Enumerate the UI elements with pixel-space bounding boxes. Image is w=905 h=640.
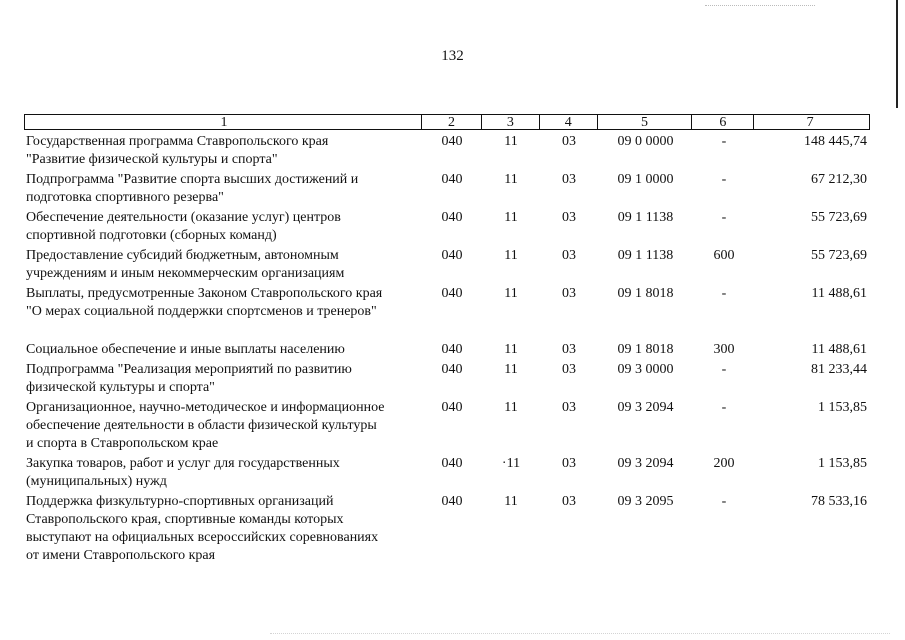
amount-cell: 55 723,69 — [811, 248, 867, 263]
item-name-line: Обеспечение деятельности (оказание услуг) центров — [26, 210, 341, 225]
item-name-cell — [24, 247, 422, 283]
expense-type-cell: - — [721, 134, 727, 149]
target-article-cell: 09 1 8018 — [617, 286, 674, 301]
subsection-cell: 03 — [562, 172, 576, 187]
table-row — [24, 341, 870, 359]
target-article-cell: 09 0 0000 — [617, 134, 674, 149]
expense-type-cell: 600 — [713, 248, 735, 263]
budget-code-cell: 040 — [441, 210, 463, 225]
header-col-5: 5 — [598, 115, 693, 129]
target-article-cell: 09 3 2094 — [617, 456, 674, 471]
item-name-line: Поддержка физкультурно-спортивных организаций — [26, 494, 334, 509]
item-name-line: и спорта в Ставропольском крае — [26, 436, 219, 451]
header-col-3: 3 — [482, 115, 540, 129]
item-name-line: учреждениям и иным некоммерческим организациям — [26, 266, 345, 281]
item-name-cell — [24, 399, 422, 453]
table-row — [24, 247, 870, 283]
table-row — [24, 209, 870, 245]
header-col-4: 4 — [540, 115, 598, 129]
target-article-cell: 09 1 0000 — [617, 172, 674, 187]
target-article-cell: 09 3 2094 — [617, 400, 674, 415]
amount-cell: 11 488,61 — [811, 286, 867, 301]
item-name-line: Предоставление субсидий бюджетным, автономным — [26, 248, 339, 263]
subsection-cell: 03 — [562, 400, 576, 415]
item-name-line: Государственная программа Ставропольского края — [26, 134, 329, 149]
target-article-cell: 09 1 8018 — [617, 342, 674, 357]
item-name-cell — [24, 285, 422, 321]
expense-type-cell: - — [721, 400, 727, 415]
item-name-line: Социальное обеспечение и иные выплаты населению — [26, 342, 345, 357]
item-name-line: от имени Ставропольского края — [26, 548, 216, 563]
subsection-cell: 03 — [562, 210, 576, 225]
item-name-cell — [24, 209, 422, 245]
budget-code-cell: 040 — [441, 134, 463, 149]
item-name-line: "Развитие физической культуры и спорта" — [26, 152, 278, 167]
expense-type-cell: - — [721, 286, 727, 301]
section-cell: 11 — [504, 494, 518, 509]
section-cell: 11 — [504, 210, 518, 225]
amount-cell: 148 445,74 — [804, 134, 867, 149]
target-article-cell: 09 3 2095 — [617, 494, 674, 509]
subsection-cell: 03 — [562, 248, 576, 263]
item-name-cell — [24, 455, 422, 491]
table-row — [24, 133, 870, 169]
table-body — [24, 133, 870, 565]
subsection-cell: 03 — [562, 494, 576, 509]
expense-type-cell: 300 — [713, 342, 735, 357]
header-col-7: 7 — [806, 115, 814, 130]
amount-cell: 11 488,61 — [811, 342, 867, 357]
expense-type-cell: - — [721, 172, 727, 187]
table-row — [24, 361, 870, 397]
item-name-line: Выплаты, предусмотренные Законом Ставропольского края — [26, 286, 383, 301]
section-cell: 11 — [504, 286, 518, 301]
page-number: 132 — [441, 48, 464, 64]
target-article-cell: 09 1 1138 — [617, 210, 674, 225]
amount-cell: 1 153,85 — [818, 456, 867, 471]
amount-cell: 67 212,30 — [811, 172, 867, 187]
budget-table — [24, 114, 870, 565]
budget-code-cell: 040 — [441, 362, 463, 377]
item-name-cell — [24, 493, 422, 565]
table-header-row — [24, 114, 870, 130]
section-cell: 11 — [504, 248, 518, 263]
header-col-2: 2 — [422, 115, 482, 129]
target-article-cell: 09 1 1138 — [617, 248, 674, 263]
budget-code-cell: 040 — [441, 494, 463, 509]
table-row — [24, 285, 870, 321]
section-cell: 11 — [504, 134, 518, 149]
item-name-line: выступают на официальных всероссийских соревнованиях — [26, 530, 379, 545]
expense-type-cell: - — [721, 362, 727, 377]
item-name-line: (муниципальных) нужд — [26, 474, 167, 489]
expense-type-cell: - — [721, 494, 727, 509]
item-name-line: спортивной подготовки (сборных команд) — [26, 228, 277, 243]
subsection-cell: 03 — [562, 362, 576, 377]
scan-speckles-bottom — [270, 633, 890, 635]
item-name-line: Подпрограмма "Развитие спорта высших достижений и — [26, 172, 359, 187]
table-row — [24, 399, 870, 453]
section-cell: 11 — [504, 342, 518, 357]
expense-type-cell: 200 — [713, 456, 735, 471]
item-name-cell — [24, 341, 422, 359]
budget-code-cell: 040 — [441, 400, 463, 415]
item-name-line: подготовка спортивного резерва" — [26, 190, 224, 205]
subsection-cell: 03 — [562, 456, 576, 471]
expense-type-cell: - — [721, 210, 727, 225]
budget-code-cell: 040 — [441, 286, 463, 301]
subsection-cell: 03 — [562, 134, 576, 149]
table-row — [24, 171, 870, 207]
item-name-line: Подпрограмма "Реализация мероприятий по развитию — [26, 362, 352, 377]
section-cell: ·11 — [501, 456, 521, 471]
budget-code-cell: 040 — [441, 172, 463, 187]
item-name-line: Организационное, научно-методическое и информационное — [26, 400, 385, 415]
target-article-cell: 09 3 0000 — [617, 362, 674, 377]
item-name-line: обеспечение деятельности в области физической культуры — [26, 418, 377, 433]
amount-cell: 55 723,69 — [811, 210, 867, 225]
budget-code-cell: 040 — [441, 248, 463, 263]
item-name-line: "О мерах социальной поддержки спортсменов и тренеров" — [26, 304, 377, 319]
scan-speckles-top — [705, 5, 815, 7]
budget-code-cell: 040 — [441, 342, 463, 357]
amount-cell: 81 233,44 — [811, 362, 867, 377]
budget-code-cell: 040 — [441, 456, 463, 471]
table-row — [24, 493, 870, 565]
header-col-6: 6 — [692, 115, 754, 129]
section-cell: 11 — [504, 362, 518, 377]
section-cell: 11 — [504, 172, 518, 187]
item-name-cell — [24, 133, 422, 169]
item-name-cell — [24, 361, 422, 397]
section-cell: 11 — [504, 400, 518, 415]
amount-cell: 78 533,16 — [811, 494, 867, 509]
header-col-1: 1 — [25, 115, 422, 129]
item-name-cell — [24, 171, 422, 207]
item-name-line: физической культуры и спорта" — [26, 380, 215, 395]
subsection-cell: 03 — [562, 342, 576, 357]
item-name-line: Закупка товаров, работ и услуг для государственных — [26, 456, 340, 471]
amount-cell: 1 153,85 — [818, 400, 867, 415]
item-name-line: Ставропольского края, спортивные команды которых — [26, 512, 344, 527]
subsection-cell: 03 — [562, 286, 576, 301]
table-row — [24, 455, 870, 491]
